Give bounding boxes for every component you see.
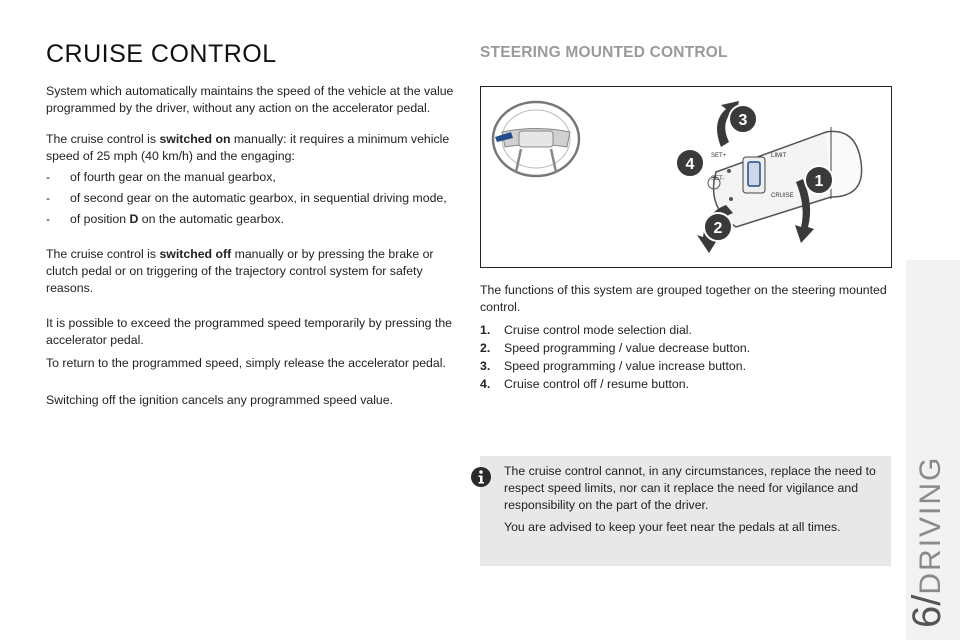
cruise-label: CRUISE xyxy=(771,193,794,199)
set-minus-label: SET- xyxy=(711,176,725,182)
chapter-number: 6/ xyxy=(905,594,949,628)
callout-3 xyxy=(729,105,757,133)
function-text: Cruise control mode selection dial. xyxy=(504,323,692,337)
ignition-paragraph: Switching off the ignition cancels any programmed speed value. xyxy=(46,393,394,407)
switched-on-paragraph xyxy=(46,131,458,165)
function-number: 4. xyxy=(480,377,491,391)
steering-wheel-icon xyxy=(493,102,579,176)
switched-off-post: manually or by pressing the brake or clutch pedal or on triggering of the trajectory control system for safety reasons. xyxy=(46,247,434,295)
callout-1 xyxy=(805,166,833,194)
dash-mark: - xyxy=(46,212,51,226)
page-title: CRUISE CONTROL xyxy=(46,40,277,68)
callout-4 xyxy=(676,149,704,177)
callout-4-label: 4 xyxy=(685,156,695,173)
switched-off-pre: The cruise control is xyxy=(46,247,160,261)
condition-text: of fourth gear on the manual gearbox, xyxy=(70,170,276,184)
switched-on-post: manually: it requires a minimum vehicle speed of 25 mph (40 km/h) and the engaging: xyxy=(46,132,450,163)
switched-off-bold: switched off xyxy=(159,247,232,261)
function-item xyxy=(480,376,892,393)
callout-1-label: 1 xyxy=(814,173,824,190)
section-heading: STEERING MOUNTED CONTROL xyxy=(480,44,728,61)
steering-control-figure xyxy=(480,86,892,268)
callout-3-label: 3 xyxy=(738,112,748,129)
return-paragraph: To return to the programmed speed, simply release the accelerator pedal. xyxy=(46,356,446,370)
function-item xyxy=(480,358,892,375)
chapter-label xyxy=(905,456,950,628)
set-plus-label: SET+ xyxy=(711,153,727,159)
functions-intro: The functions of this system are grouped together on the steering mounted control. xyxy=(480,283,887,314)
exceed-paragraph: It is possible to exceed the programmed speed temporarily by pressing the accelerator pedal. xyxy=(46,316,453,347)
function-item xyxy=(480,340,892,357)
function-text: Speed programming / value increase button. xyxy=(504,359,746,373)
switched-off-paragraph xyxy=(46,246,458,297)
left-column xyxy=(46,40,458,423)
right-column xyxy=(480,40,892,394)
conditions-list xyxy=(46,169,458,228)
switched-on-pre: The cruise control is xyxy=(46,132,160,146)
intro-paragraph: System which automatically maintains the speed of the vehicle at the value programmed by the driver, without any action on the accelerator pedal. xyxy=(46,84,454,115)
function-text: Cruise control off / resume button. xyxy=(504,377,689,391)
function-item xyxy=(480,322,892,339)
dash-mark: - xyxy=(46,191,51,205)
function-text: Speed programming / value decrease button. xyxy=(504,341,751,355)
info-icon xyxy=(470,466,492,488)
condition-item xyxy=(46,169,458,186)
function-number: 3. xyxy=(480,359,491,373)
condition-text: of second gear on the automatic gearbox, in sequential driving mode, xyxy=(70,191,447,205)
function-number: 1. xyxy=(480,323,491,337)
condition-text-bold: D xyxy=(129,212,139,226)
condition-item xyxy=(46,211,458,228)
condition-text-post: on the automatic gearbox. xyxy=(138,212,284,226)
info-paragraph-2: You are advised to keep your feet near the pedals at all times. xyxy=(504,520,841,534)
info-text xyxy=(504,463,882,541)
function-number: 2. xyxy=(480,341,491,355)
steering-control-illustration xyxy=(481,87,891,267)
callout-2-label: 2 xyxy=(713,220,723,237)
condition-text-pre: of position xyxy=(70,212,130,226)
info-paragraph-1: The cruise control cannot, in any circumstances, replace the need to respect speed limits, nor can it replace the need for vigilance and responsibility on the part of the driver. xyxy=(504,464,876,512)
limit-label: LIMIT xyxy=(771,153,787,159)
info-box xyxy=(480,456,891,566)
dash-mark: - xyxy=(46,170,51,184)
functions-list xyxy=(480,322,892,393)
callout-2 xyxy=(704,213,732,241)
condition-item xyxy=(46,190,458,207)
switched-on-bold: switched on xyxy=(159,132,231,146)
chapter-name: DRIVING xyxy=(914,455,947,595)
